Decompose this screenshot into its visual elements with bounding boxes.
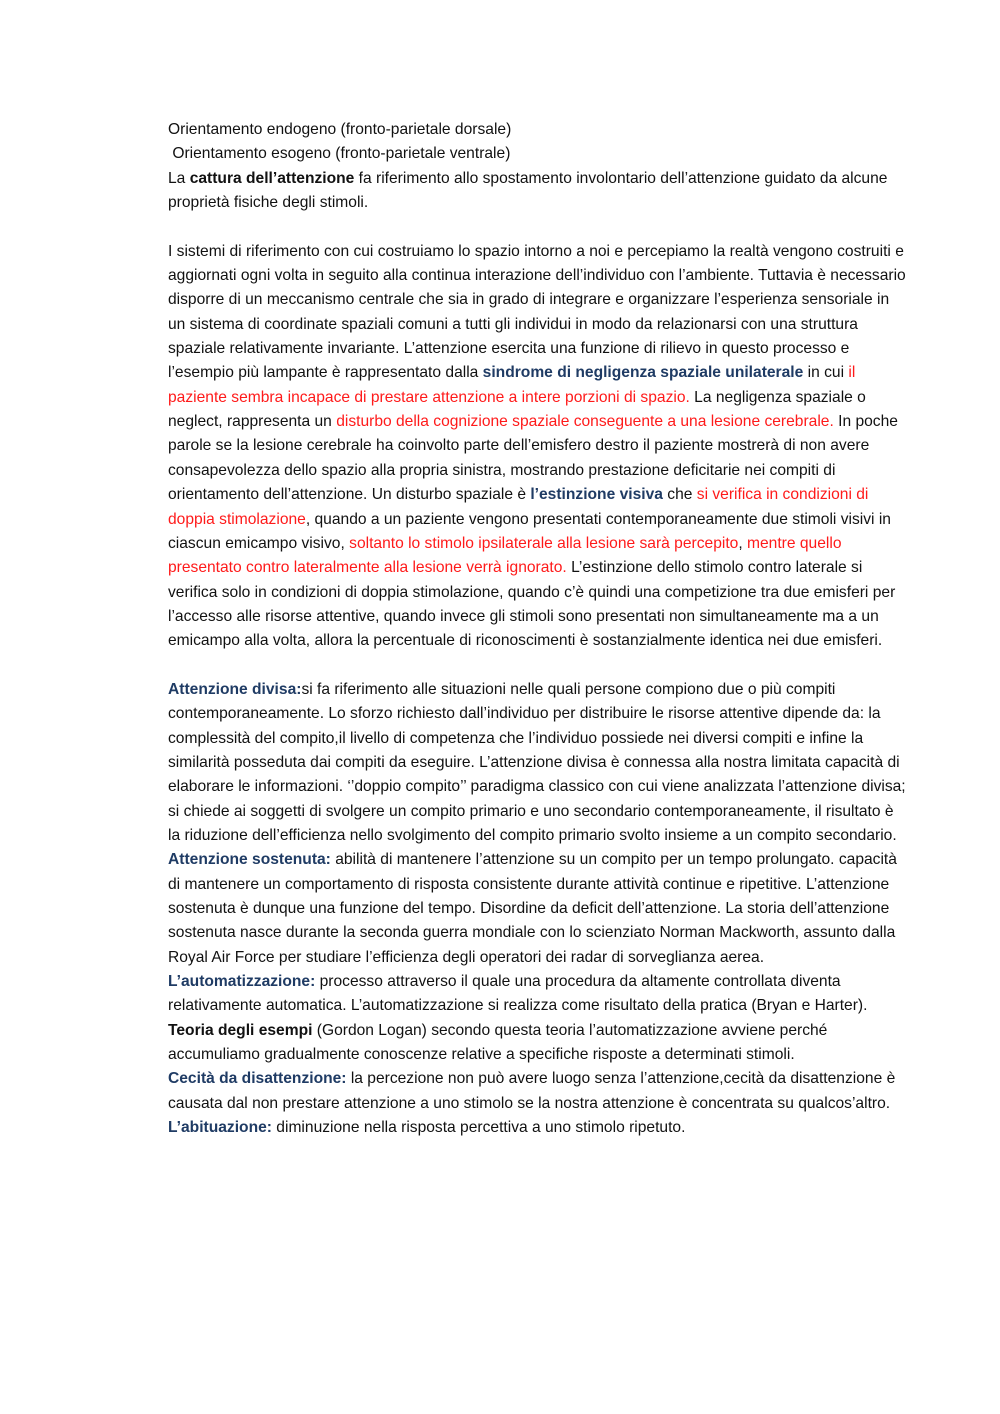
cattura-term: cattura dell’attenzione bbox=[189, 169, 355, 187]
cattura-text: fa riferimento allo spostamento involontario dell’attenzione guidato da alcune proprietà fisiche degli stimoli. bbox=[168, 169, 888, 212]
heading-automatizzazione: L’automatizzazione: bbox=[168, 973, 316, 991]
line-orientamento-endogeno: Orientamento endogeno (fronto-parietale dorsale) bbox=[168, 121, 512, 138]
highlight-disturbo: disturbo della cognizione spaziale conseguente a una lesione cerebrale. bbox=[336, 413, 834, 431]
abituazione-text: diminuzione nella risposta percettiva a uno stimolo ripetuto. bbox=[271, 1119, 686, 1137]
highlight-ignorato: mentre quello presentato contro lateralmente alla lesione verrà ignorato. bbox=[168, 534, 842, 577]
paragraph-sistemi bbox=[168, 240, 908, 654]
attenzione-divisa-text: si fa riferimento alle situazioni nelle quali persone compiono due o più compiti contemporaneamente. Lo sforzo richiesto dall’individuo per distribuire le risorse attentive dipende da: la complessità del compito,il livello di competenza che l’individuo possiede nei diversi compiti e infine la similarità posseduta dai compiti da eseguire. L’attenzione divisa è connessa alla nostra limitata capacità di elaborare le informazioni. ‘’doppio compito’’ paradigma classico con cui viene analizzata l’attenzione divisa; si chiede ai soggetti di svolgere un compito primario e uno secondario contemporaneamente, il risultato è la riduzione dell’efficienza nello svolgimento del compito primario svolto insieme a un compito secondario. bbox=[168, 680, 906, 844]
sistemi-text-5: La negligenza spaziale o neglect, rappresenta un bbox=[168, 388, 866, 431]
sistemi-text-3: in cui bbox=[803, 364, 849, 382]
spacer bbox=[168, 654, 908, 678]
highlight-incapace: il paziente sembra incapace di prestare attenzione a intere porzioni di spazio. bbox=[168, 364, 856, 406]
paragraph-attenzione-divisa bbox=[168, 678, 908, 848]
sistemi-text-9: che bbox=[662, 486, 697, 504]
automatizzazione-text-1: processo attraverso il quale una procedura da altamente controllata diventa relativamente automatica. L’automatizzazione si realizza come risultato della pratica (Bryan e Harter). bbox=[168, 973, 868, 1015]
cattura-intro: La bbox=[168, 169, 190, 187]
sistemi-text-15: L’estinzione dello stimolo contro laterale si verifica solo in condizioni di doppia stimolazione, quando c’è quindi una competizione tra due emisferi per l’accesso alle risorse attentive, quando invece gli stimoli sono presentati non simultaneamente ma a un emicampo alla volta, allora la percentuale di riconoscimenti è sostanzialmente identica nei due emisferi. bbox=[168, 559, 896, 650]
document-body bbox=[168, 118, 908, 1140]
term-negligenza: sindrome di negligenza spaziale unilaterale bbox=[482, 364, 804, 382]
paragraph-abituazione bbox=[168, 1116, 908, 1140]
attenzione-sostenuta-text: abilità di mantenere l’attenzione su un compito per un tempo prolungato. capacità di mantenere un comportamento di risposta consistente durante attività continue e ripetitive. L’attenzione sostenuta è dunque una funzione del tempo. Disordine da deficit dell’attenzione. La storia dell’attenzione sostenuta nasce durante la seconda guerra mondiale con lo scienziato Norman Mackworth, assunto dalla Royal Air Force per studiare l’efficienza degli operatori dei radar di sorveglianza aerea. bbox=[168, 851, 897, 966]
paragraph-cecita bbox=[168, 1067, 908, 1116]
sistemi-text-11: , quando a un paziente vengono presentati contemporaneamente due stimoli visivi in ciascun emicampo visivo, bbox=[168, 510, 891, 552]
paragraph-automatizzazione bbox=[168, 970, 908, 1067]
paragraph-cattura bbox=[168, 167, 908, 216]
heading-abituazione: L’abituazione: bbox=[168, 1119, 272, 1137]
spacer bbox=[168, 215, 908, 239]
heading-cecita: Cecità da disattenzione: bbox=[168, 1070, 347, 1088]
automatizzazione-text-2: (Gordon Logan) secondo questa teoria l’automatizzazione avviene perché accumuliamo gradualmente conoscenze relative a specifiche risposte a determinati stimoli. bbox=[168, 1021, 828, 1064]
highlight-ipsilaterale: soltanto lo stimolo ipsilaterale alla lesione sarà percepito bbox=[349, 534, 739, 552]
term-teoria-esempi: Teoria degli esempi bbox=[168, 1021, 313, 1039]
sistemi-text-1: I sistemi di riferimento con cui costruiamo lo spazio intorno a noi e percepiamo la realtà vengono costruiti e aggiornati ogni volta in seguito alla continua interazione dell’individuo con l’ambiente. Tuttavia è necessario disporre di un meccanismo centrale che sia in grado di integrare e organizzare l’esperienza sensoriale in un sistema di coordinate spaziali comuni a tutti gli individui in modo da relazionarsi con una struttura spaziale relativamente invariante. L’attenzione esercita una funzione di rilievo in questo processo e l’esempio più lampante è rappresentato dalla bbox=[168, 242, 906, 382]
sistemi-text-13: , bbox=[738, 534, 748, 552]
line-orientamento-esogeno: Orientamento esogeno (fronto-parietale ventrale) bbox=[168, 145, 511, 163]
term-estinzione: l’estinzione visiva bbox=[530, 486, 663, 504]
heading-attenzione-sostenuta: Attenzione sostenuta: bbox=[168, 851, 331, 869]
sistemi-text-7: In poche parole se la lesione cerebrale ha coinvolto parte dell’emisfero destro il paziente mostrerà di non avere consapevolezza dello spazio alla propria sinistra, mostrando prestazione deficitarie nei compiti di orientamento dell’attenzione. Un disturbo spaziale è bbox=[168, 413, 898, 504]
heading-attenzione-divisa: Attenzione divisa: bbox=[168, 680, 302, 698]
paragraph-attenzione-sostenuta bbox=[168, 848, 908, 970]
cecita-text: la percezione non può avere luogo senza l’attenzione,cecità da disattenzione è causata dal non prestare attenzione a uno stimolo se la nostra attenzione è concentrata su qualcos’altro. bbox=[168, 1070, 896, 1112]
highlight-doppia-stimolazione: si verifica in condizioni di doppia stimolazione bbox=[168, 486, 869, 528]
